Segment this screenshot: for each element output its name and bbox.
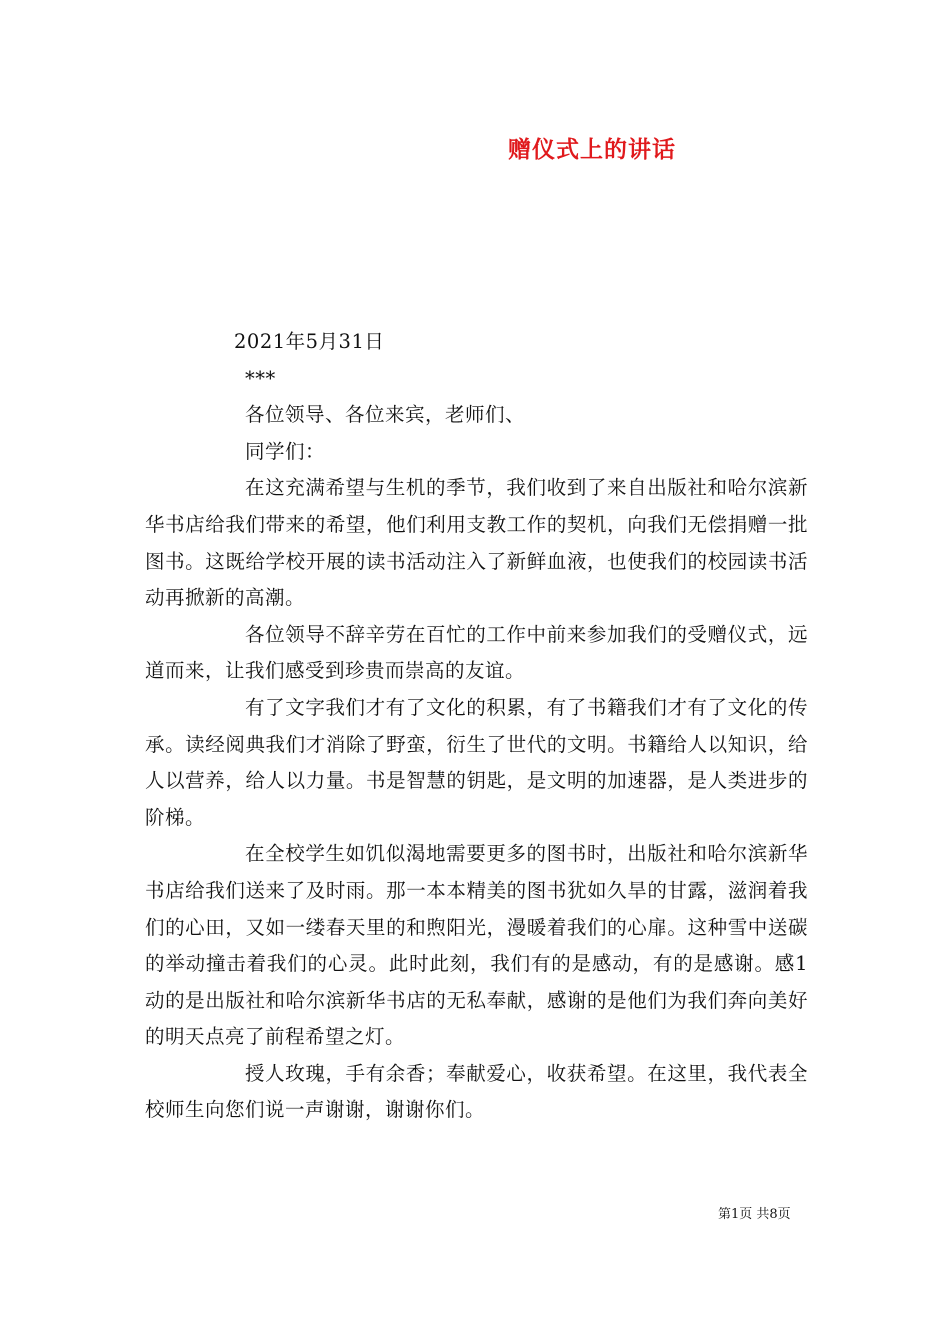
- document-title: 赠仪式上的讲话: [508, 137, 676, 163]
- document-date: 2021年5月31日: [234, 330, 385, 353]
- salutation-line-2: 同学们：: [245, 439, 326, 463]
- paragraph-2: 各位领导不辞辛劳在百忙的工作中前来参加我们的受赠仪式，远道而来，让我们感受到珍贵而崇高的友谊。: [145, 622, 808, 683]
- page-number: 第1页 共8页: [718, 1207, 791, 1222]
- paragraph-5: 授人玫瑰，手有余香；奉献爱心，收获希望。在这里，我代表全校师生向您们说一声谢谢，谢谢你们。: [145, 1061, 808, 1122]
- paragraph-1: 在这充满希望与生机的季节，我们收到了来自出版社和哈尔滨新华书店给我们带来的希望，他们利用支教工作的契机，向我们无偿捐赠一批图书。这既给学校开展的读书活动注入了新鲜血液，也使我们的校园读书活动再掀新的高潮。: [145, 476, 808, 610]
- paragraph-3: 有了文字我们才有了文化的积累，有了书籍我们才有了文化的传承。读经阅典我们才消除了野蛮，衍生了世代的文明。书籍给人以知识，给人以营养，给人以力量。书是智慧的钥匙，是文明的加速器，是人类进步的阶梯。: [145, 695, 808, 829]
- separator-stars: ***: [245, 366, 276, 390]
- document-body: [145, 324, 808, 1129]
- salutation-line-1: 各位领导、各位来宾，老师们、: [245, 403, 526, 427]
- paragraph-4: 在全校学生如饥似渴地需要更多的图书时，出版社和哈尔滨新华书店给我们送来了及时雨。那一本本精美的图书犹如久旱的甘露，滋润着我们的心田，又如一缕春天里的和煦阳光，漫暖着我们的心扉。这种雪中送碳的举动撞击着我们的心灵。此时此刻，我们有的是感动，有的是感谢。感1动的是出版社和哈尔滨新华书店的无私奉献，感谢的是他们为我们奔向美好的明天点亮了前程希望之灯。: [145, 842, 808, 1049]
